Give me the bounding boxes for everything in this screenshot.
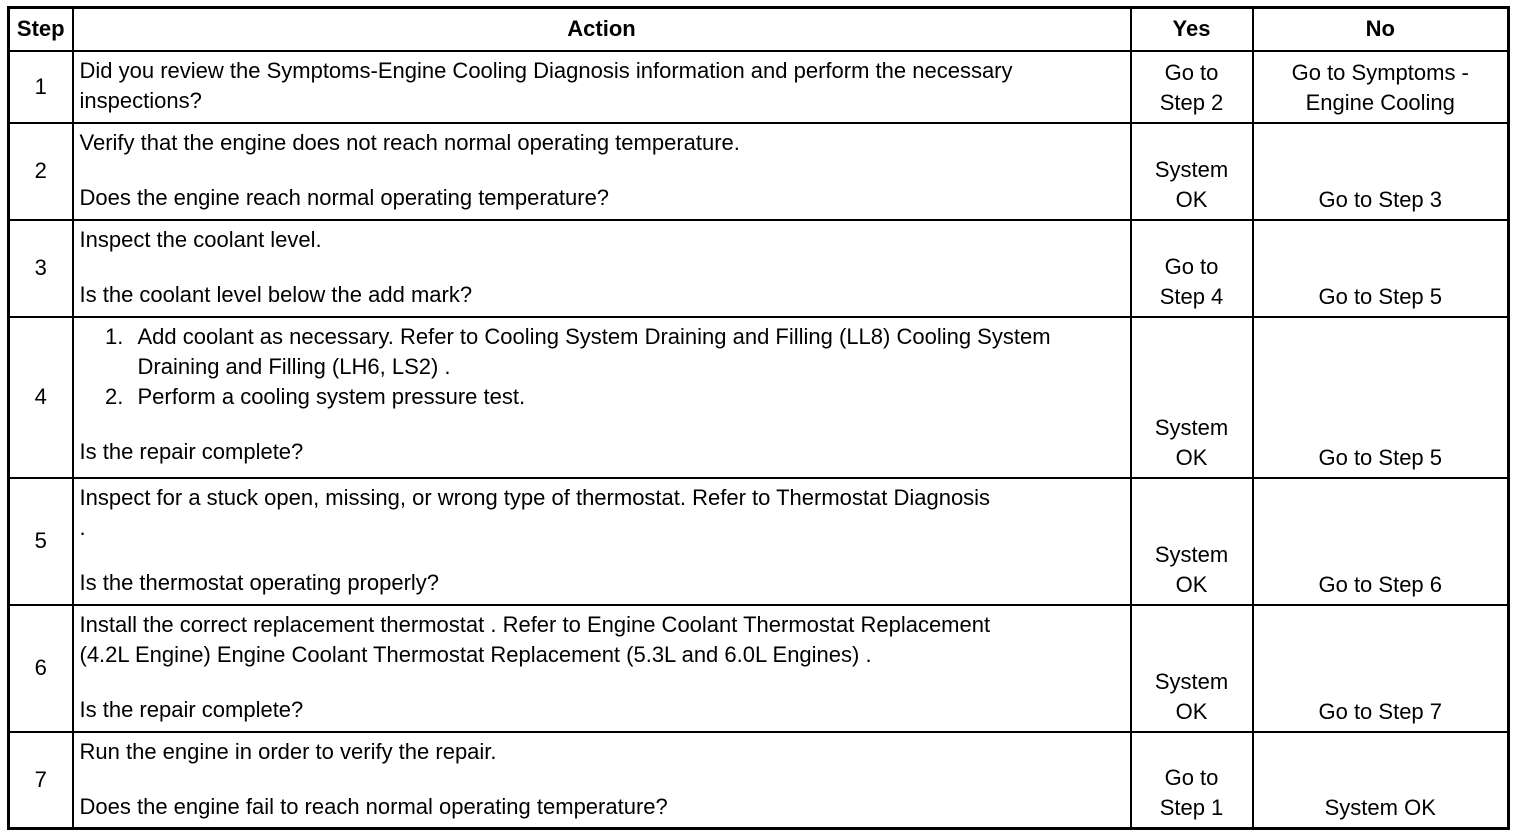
- yes-line: OK: [1175, 444, 1208, 470]
- yes-line: OK: [1175, 698, 1208, 724]
- no-cell: [1253, 478, 1509, 605]
- action-question: Does the engine fail to reach normal operating temperature?: [79, 793, 668, 819]
- action-question: Does the engine reach normal operating temperature?: [79, 184, 610, 210]
- yes-cell: [1131, 220, 1253, 317]
- list-item: 2. Perform a cooling system pressure test.: [130, 382, 1090, 412]
- action-text: Inspect for a stuck open, missing, or wrong type of thermostat. Refer to Thermostat Diagnosis: [79, 484, 991, 510]
- no-line: System OK: [1324, 795, 1436, 820]
- action-question: Is the repair complete?: [79, 438, 304, 464]
- yes-cell: [1131, 732, 1253, 829]
- header-no: No: [1253, 8, 1509, 51]
- yes-cell: [1131, 478, 1253, 605]
- no-cell: [1253, 220, 1509, 317]
- action-list: [80, 322, 1090, 412]
- step-number: 5: [9, 478, 73, 605]
- yes-line: Go to: [1164, 253, 1219, 279]
- no-line: Go to Step 3: [1318, 186, 1443, 212]
- header-action: Action: [73, 8, 1131, 51]
- yes-line: Step 2: [1159, 89, 1224, 115]
- no-line: Go to Step 7: [1318, 698, 1443, 724]
- yes-cell: [1131, 123, 1253, 220]
- no-line: Go to Step 5: [1318, 444, 1443, 470]
- no-line: Engine Cooling: [1305, 89, 1455, 115]
- no-cell: [1253, 123, 1509, 220]
- yes-cell: [1131, 605, 1253, 732]
- action-cell: [73, 605, 1131, 732]
- action-question: Is the thermostat operating properly?: [79, 569, 440, 595]
- no-line: Go to Step 5: [1318, 283, 1443, 309]
- action-cell: [73, 220, 1131, 317]
- step-number: 7: [9, 732, 73, 829]
- no-cell: [1253, 317, 1509, 478]
- yes-line: System: [1154, 156, 1229, 182]
- action-question: Is the coolant level below the add mark?: [79, 281, 473, 307]
- table-row: [9, 732, 1509, 829]
- yes-cell: [1131, 317, 1253, 478]
- yes-line: OK: [1175, 186, 1208, 212]
- yes-line: Go to: [1164, 765, 1219, 790]
- header-yes: Yes: [1131, 8, 1253, 51]
- action-text: Verify that the engine does not reach normal operating temperature.: [79, 129, 740, 155]
- yes-line: System: [1154, 541, 1229, 567]
- no-cell: [1253, 732, 1509, 829]
- no-line: Go to Step 6: [1318, 571, 1443, 597]
- table-row: [9, 478, 1509, 605]
- action-text: Inspect the coolant level.: [79, 226, 322, 252]
- yes-line: Go to: [1164, 59, 1219, 85]
- diagnostic-table: [7, 6, 1510, 830]
- yes-line: OK: [1175, 571, 1208, 597]
- yes-line: Step 1: [1159, 795, 1224, 820]
- action-cell: [73, 478, 1131, 605]
- step-number: 3: [9, 220, 73, 317]
- yes-line: Step 4: [1159, 283, 1224, 309]
- action-cell: [73, 317, 1131, 478]
- yes-line: System: [1154, 414, 1229, 440]
- yes-cell: [1131, 51, 1253, 123]
- action-cell: [73, 123, 1131, 220]
- no-line: Go to Symptoms -: [1291, 59, 1469, 85]
- yes-line: System: [1154, 668, 1229, 694]
- step-number: 2: [9, 123, 73, 220]
- table-row: [9, 317, 1509, 478]
- action-question: Is the repair complete?: [79, 696, 304, 722]
- action-text: Install the correct replacement thermostat . Refer to Engine Coolant Thermostat Replacement: [79, 611, 991, 637]
- table-row: [9, 605, 1509, 732]
- action-text: .: [79, 514, 86, 540]
- action-text: Did you review the Symptoms-Engine Cooling Diagnosis information and perform the necessary inspections?: [79, 57, 1013, 113]
- action-text: Run the engine in order to verify the repair.: [79, 738, 497, 764]
- table-row: [9, 123, 1509, 220]
- step-number: 1: [9, 51, 73, 123]
- no-cell: [1253, 51, 1509, 123]
- diagnostic-table-wrapper: [7, 6, 1510, 830]
- action-cell: [73, 51, 1131, 123]
- header-row: [9, 8, 1509, 51]
- no-cell: [1253, 605, 1509, 732]
- table-row: [9, 51, 1509, 123]
- table-row: [9, 220, 1509, 317]
- action-text: (4.2L Engine) Engine Coolant Thermostat Replacement (5.3L and 6.0L Engines) .: [79, 641, 872, 667]
- action-cell: [73, 732, 1131, 829]
- header-step: Step: [9, 8, 73, 51]
- step-number: 4: [9, 317, 73, 478]
- list-item: 1. Add coolant as necessary. Refer to Cooling System Draining and Filling (LL8) Cooling System Draining and Filling (LH6, LS2) .: [130, 322, 1090, 382]
- step-number: 6: [9, 605, 73, 732]
